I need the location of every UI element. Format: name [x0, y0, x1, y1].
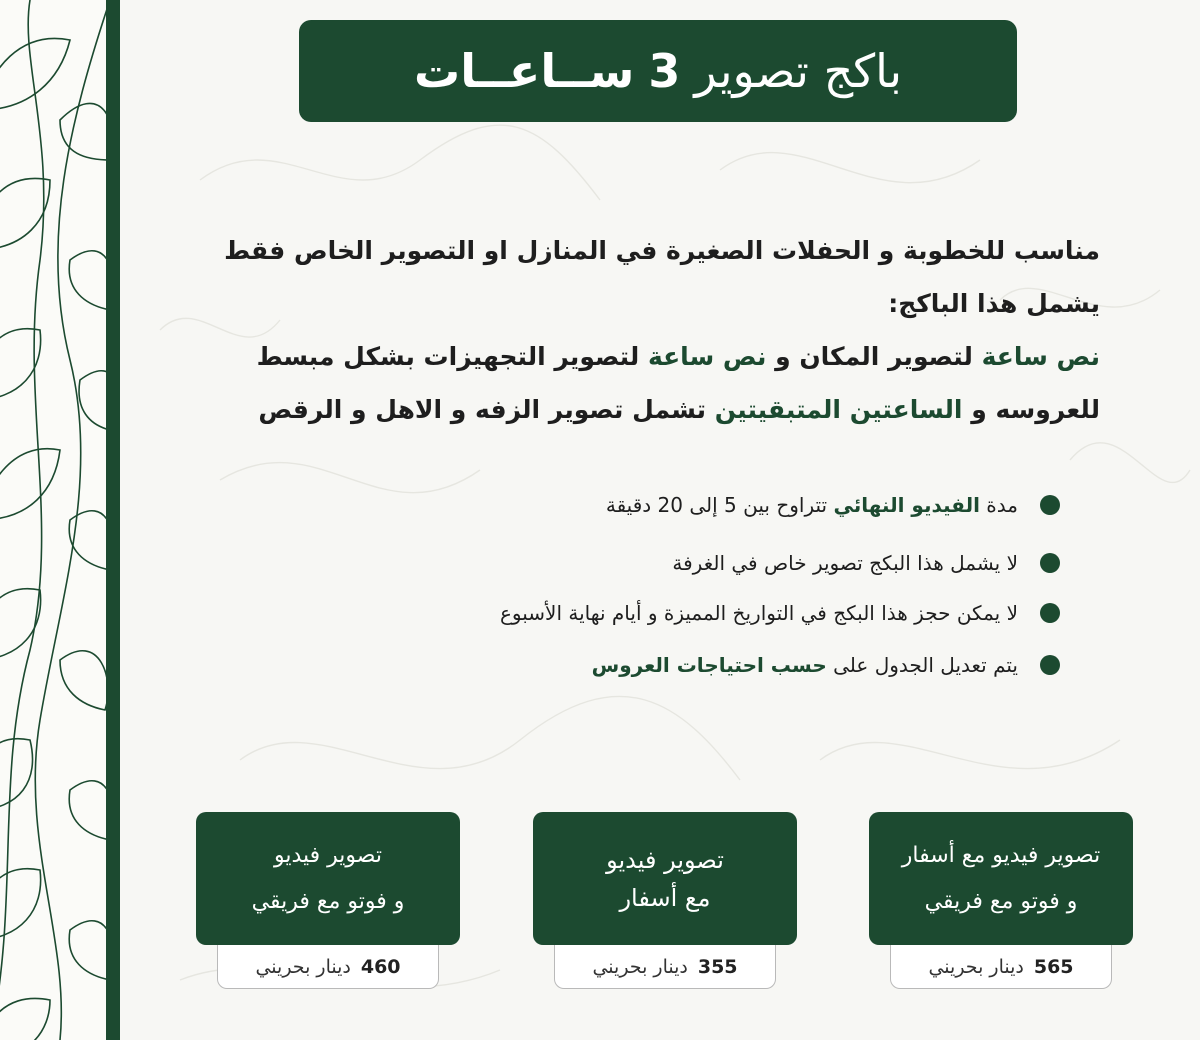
- list-item-text: لا يمكن حجز هذا البكج في التواريخ المميزة و أيام نهاية الأسبوع: [500, 601, 1018, 625]
- price-amount: 565: [1033, 955, 1074, 978]
- list-item-text: لا يشمل هذا البكج تصوير خاص في الغرفة: [672, 551, 1018, 575]
- list-item-bold: حسب احتياجات العروس: [591, 653, 827, 677]
- title-prefix: باكج تصوير: [694, 44, 903, 98]
- package-line1: تصوير فيديو: [606, 845, 724, 874]
- description-text: تشمل تصوير الزفه و الاهل و الرقص: [258, 395, 707, 424]
- package-line2: و فوتو مع فريقي: [924, 888, 1078, 914]
- bullet-dot-icon: [1040, 655, 1060, 675]
- bullet-dot-icon: [1040, 603, 1060, 623]
- list-item-text: [606, 493, 1018, 517]
- title-banner: [299, 20, 1017, 122]
- description-line: [200, 330, 1100, 383]
- package-line1: تصوير فيديو مع أسفار: [901, 842, 1101, 868]
- highlight-text: الساعتين المتبقيتين: [714, 395, 963, 424]
- package-price: [890, 945, 1112, 989]
- package-card-video-photo[interactable]: [196, 812, 460, 945]
- description-line: [200, 383, 1100, 436]
- list-item: [380, 540, 1060, 586]
- leaf-pattern-icon: [0, 0, 106, 1040]
- description-text: لتصوير المكان و: [775, 342, 973, 371]
- leaf-decoration-panel: [0, 0, 106, 1040]
- list-item-bold: الفيديو النهائي: [833, 493, 980, 517]
- feature-list: [380, 482, 1060, 700]
- price-currency: دينار بحريني: [928, 955, 1024, 978]
- price-currency: دينار بحريني: [592, 955, 688, 978]
- package-card-video-asfar-photo[interactable]: [869, 812, 1133, 945]
- package-price: [217, 945, 439, 989]
- list-item-post: تتراوح بين 5 إلى 20 دقيقة: [605, 493, 828, 517]
- title-number: 3: [648, 44, 681, 98]
- package-line2: و فوتو مع فريقي: [251, 888, 405, 914]
- package-description: [200, 224, 1100, 436]
- list-item: [380, 482, 1060, 528]
- list-item: [380, 590, 1060, 636]
- list-item-pre: يتم تعديل الجدول على: [833, 653, 1018, 677]
- description-line: يشمل هذا الباكج:: [888, 289, 1100, 318]
- list-item-pre: مدة: [986, 493, 1018, 517]
- description-text: للعروسه و: [971, 395, 1100, 424]
- title-word: ســاعــات: [413, 44, 635, 98]
- package-line1: تصوير فيديو: [273, 842, 382, 868]
- price-currency: دينار بحريني: [255, 955, 351, 978]
- description-line: مناسب للخطوبة و الحفلات الصغيرة في المنازل او التصوير الخاص فقط: [224, 236, 1100, 265]
- price-amount: 355: [697, 955, 738, 978]
- description-text: لتصوير التجهيزات بشكل مبسط: [256, 342, 640, 371]
- list-item: [380, 642, 1060, 688]
- bullet-dot-icon: [1040, 553, 1060, 573]
- vertical-green-bar: [106, 0, 120, 1040]
- highlight-text: نص ساعة: [981, 342, 1100, 371]
- package-card-video-asfar[interactable]: [533, 812, 797, 945]
- highlight-text: نص ساعة: [647, 342, 767, 371]
- package-price: [554, 945, 776, 989]
- bullet-dot-icon: [1040, 495, 1060, 515]
- price-amount: 460: [360, 955, 401, 978]
- package-line2: مع أسفار: [619, 883, 711, 912]
- list-item-text: [592, 653, 1018, 677]
